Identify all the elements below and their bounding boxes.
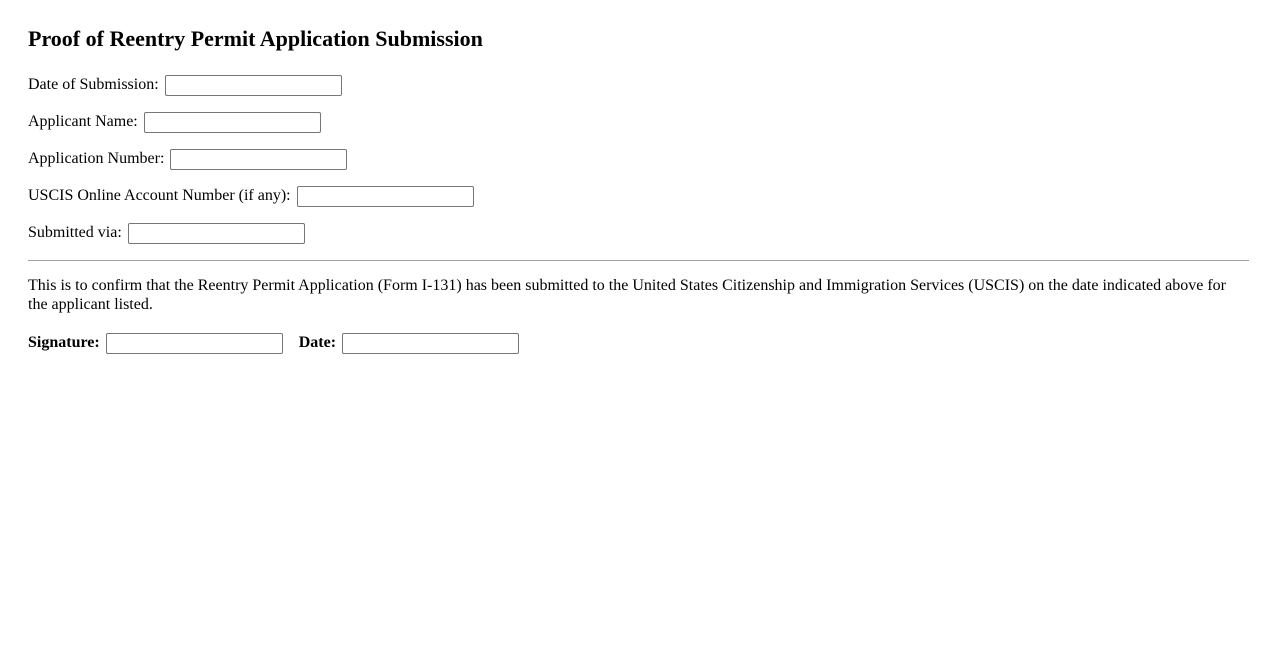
submitted-via-input[interactable] bbox=[128, 223, 305, 244]
signature-input[interactable] bbox=[106, 333, 283, 354]
field-row-date-of-submission bbox=[28, 75, 1249, 96]
application-number-input[interactable] bbox=[170, 149, 347, 170]
applicant-name-label: Applicant Name: bbox=[28, 113, 138, 131]
date-of-submission-label: Date of Submission: bbox=[28, 76, 159, 94]
field-row-applicant-name bbox=[28, 112, 1249, 133]
uscis-account-number-input[interactable] bbox=[297, 186, 474, 207]
uscis-account-number-label: USCIS Online Account Number (if any): bbox=[28, 187, 291, 205]
date-of-submission-input[interactable] bbox=[165, 75, 342, 96]
signature-date-input[interactable] bbox=[342, 333, 519, 354]
applicant-name-input[interactable] bbox=[144, 112, 321, 133]
signature-date-label: Date: bbox=[298, 334, 337, 352]
confirmation-text: This is to confirm that the Reentry Permit Application (Form I-131) has been submitted to the United States Citizenship and Immigration Services (USCIS) on the date indicated above for the applicant listed. bbox=[28, 277, 1226, 314]
divider bbox=[28, 260, 1249, 261]
page-title: Proof of Reentry Permit Application Submission bbox=[28, 26, 483, 51]
submitted-via-label: Submitted via: bbox=[28, 224, 122, 242]
signature-label: Signature: bbox=[28, 334, 100, 352]
field-row-uscis-account-number bbox=[28, 186, 1249, 207]
field-row-submitted-via bbox=[28, 223, 1249, 244]
application-number-label: Application Number: bbox=[28, 150, 165, 168]
signature-row bbox=[28, 333, 1249, 354]
field-row-application-number bbox=[28, 149, 1249, 170]
